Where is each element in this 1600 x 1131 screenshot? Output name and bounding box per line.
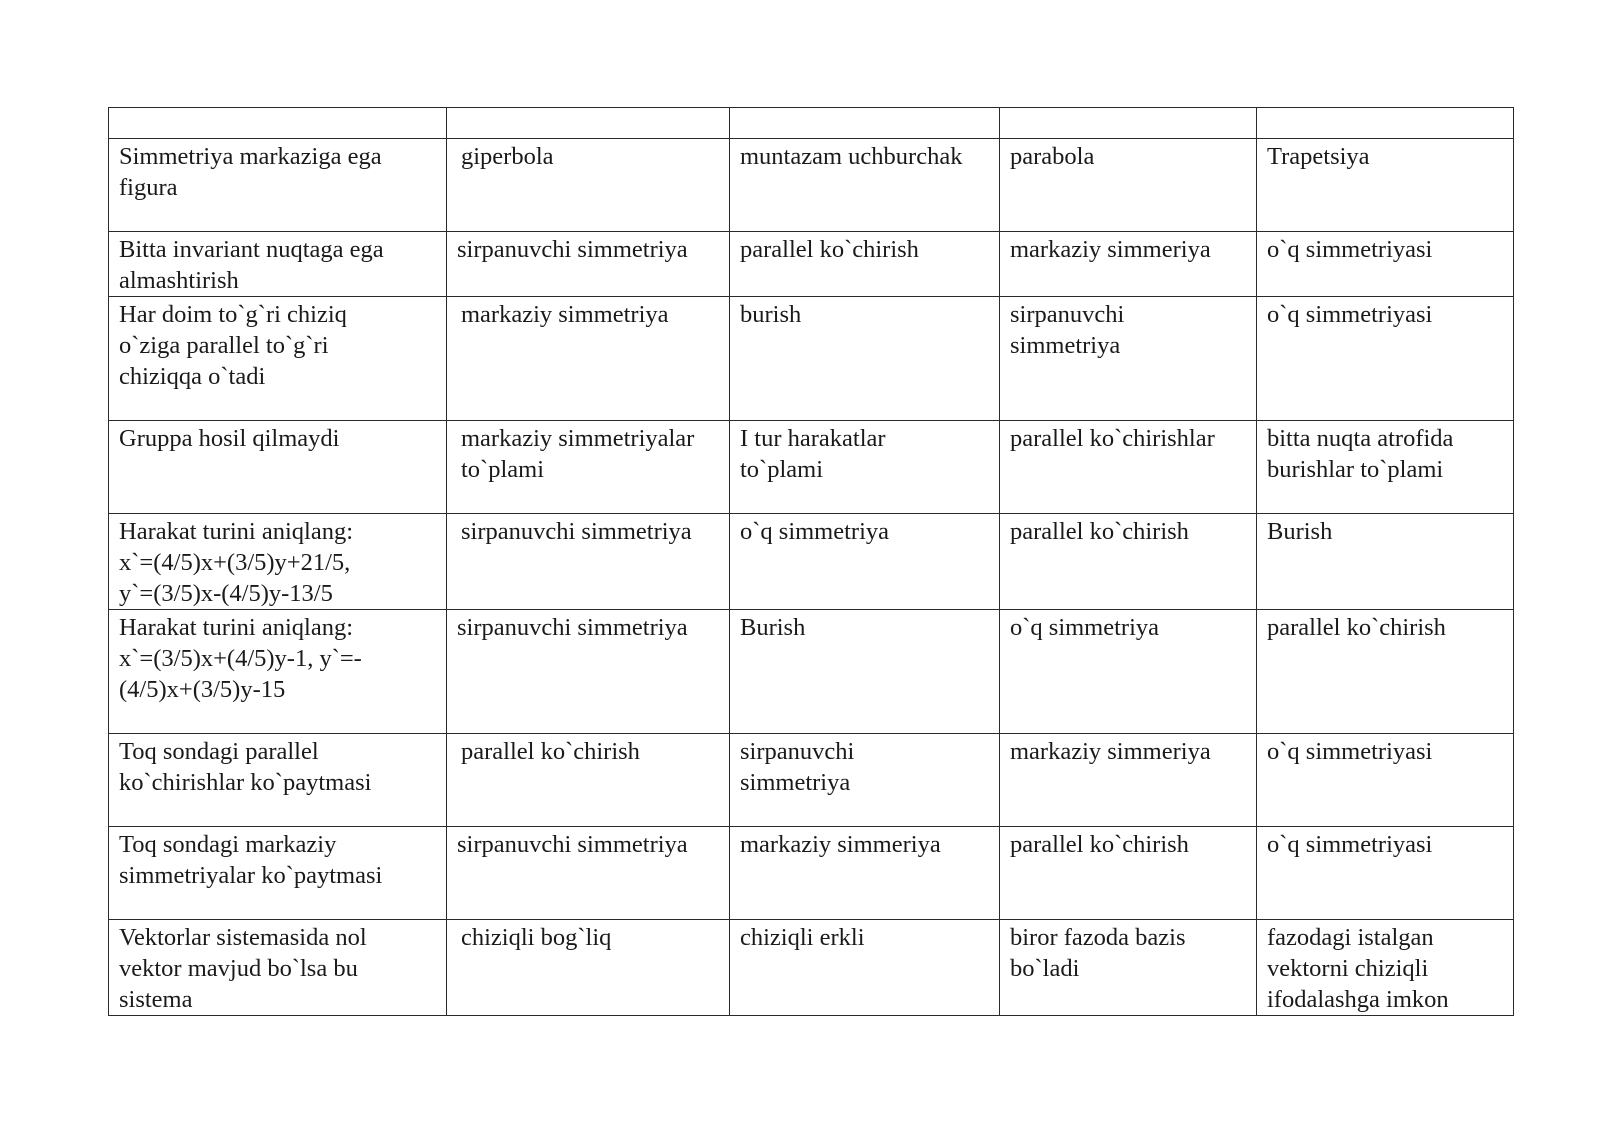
question-cell: Harakat turini aniqlang: x`=(3/5)x+(4/5)y-1, y`=- (4/5)x+(3/5)y-15 bbox=[109, 610, 447, 734]
option-cell: Burish bbox=[1257, 514, 1514, 610]
table-row bbox=[109, 610, 1514, 734]
header-cell bbox=[1000, 108, 1257, 139]
option-cell: Burish bbox=[730, 610, 1000, 734]
option-cell: sirpanuvchi simmetriya bbox=[447, 514, 730, 610]
option-cell: fazodagi istalgan vektorni chiziqli ifodalashga imkon bbox=[1257, 920, 1514, 1016]
option-cell: sirpanuvchi simmetriya bbox=[447, 610, 730, 734]
option-cell: Trapetsiya bbox=[1257, 139, 1514, 232]
table-row bbox=[109, 139, 1514, 232]
quiz-table bbox=[108, 107, 1514, 1016]
option-cell: parallel ko`chirishlar bbox=[1000, 421, 1257, 514]
option-cell: markaziy simmeriya bbox=[730, 827, 1000, 920]
table-row bbox=[109, 920, 1514, 1016]
option-cell: markaziy simmeriya bbox=[1000, 232, 1257, 297]
option-cell: muntazam uchburchak bbox=[730, 139, 1000, 232]
option-cell: parallel ko`chirish bbox=[1257, 610, 1514, 734]
option-cell: biror fazoda bazis bo`ladi bbox=[1000, 920, 1257, 1016]
question-cell: Bitta invariant nuqtaga ega almashtirish bbox=[109, 232, 447, 297]
option-cell: sirpanuvchi simmetriya bbox=[447, 827, 730, 920]
option-cell: markaziy simmeriya bbox=[1000, 734, 1257, 827]
question-cell: Toq sondagi markaziy simmetriyalar ko`paytmasi bbox=[109, 827, 447, 920]
option-cell: sirpanuvchi simmetriya bbox=[447, 232, 730, 297]
option-cell: giperbola bbox=[447, 139, 730, 232]
option-cell: markaziy simmetriyalar to`plami bbox=[447, 421, 730, 514]
header-cell bbox=[109, 108, 447, 139]
option-cell: parallel ko`chirish bbox=[447, 734, 730, 827]
header-cell bbox=[730, 108, 1000, 139]
option-cell: chiziqli bog`liq bbox=[447, 920, 730, 1016]
question-cell: Simmetriya markaziga ega figura bbox=[109, 139, 447, 232]
option-cell: parallel ko`chirish bbox=[1000, 514, 1257, 610]
option-cell: I tur harakatlar to`plami bbox=[730, 421, 1000, 514]
question-cell: Harakat turini aniqlang: x`=(4/5)x+(3/5)y+21/5, y`=(3/5)x-(4/5)y-13/5 bbox=[109, 514, 447, 610]
option-cell: sirpanuvchi simmetriya bbox=[730, 734, 1000, 827]
option-cell: parallel ko`chirish bbox=[1000, 827, 1257, 920]
option-cell: chiziqli erkli bbox=[730, 920, 1000, 1016]
option-cell: burish bbox=[730, 297, 1000, 421]
table-row bbox=[109, 514, 1514, 610]
option-cell: sirpanuvchi simmetriya bbox=[1000, 297, 1257, 421]
option-cell: parallel ko`chirish bbox=[730, 232, 1000, 297]
table-header-row bbox=[109, 108, 1514, 139]
question-cell: Toq sondagi parallel ko`chirishlar ko`paytmasi bbox=[109, 734, 447, 827]
header-cell bbox=[1257, 108, 1514, 139]
option-cell: o`q simmetriyasi bbox=[1257, 297, 1514, 421]
table-row bbox=[109, 827, 1514, 920]
table-row bbox=[109, 232, 1514, 297]
option-cell: o`q simmetriyasi bbox=[1257, 232, 1514, 297]
option-cell: o`q simmetriyasi bbox=[1257, 734, 1514, 827]
option-cell: o`q simmetriya bbox=[1000, 610, 1257, 734]
option-cell: markaziy simmetriya bbox=[447, 297, 730, 421]
question-cell: Har doim to`g`ri chiziq o`ziga parallel to`g`ri chiziqqa o`tadi bbox=[109, 297, 447, 421]
question-cell: Vektorlar sistemasida nol vektor mavjud bo`lsa bu sistema bbox=[109, 920, 447, 1016]
table-row bbox=[109, 734, 1514, 827]
header-cell bbox=[447, 108, 730, 139]
option-cell: parabola bbox=[1000, 139, 1257, 232]
option-cell: o`q simmetriya bbox=[730, 514, 1000, 610]
table-row bbox=[109, 421, 1514, 514]
option-cell: bitta nuqta atrofida burishlar to`plami bbox=[1257, 421, 1514, 514]
option-cell: o`q simmetriyasi bbox=[1257, 827, 1514, 920]
question-cell: Gruppa hosil qilmaydi bbox=[109, 421, 447, 514]
table-row bbox=[109, 297, 1514, 421]
